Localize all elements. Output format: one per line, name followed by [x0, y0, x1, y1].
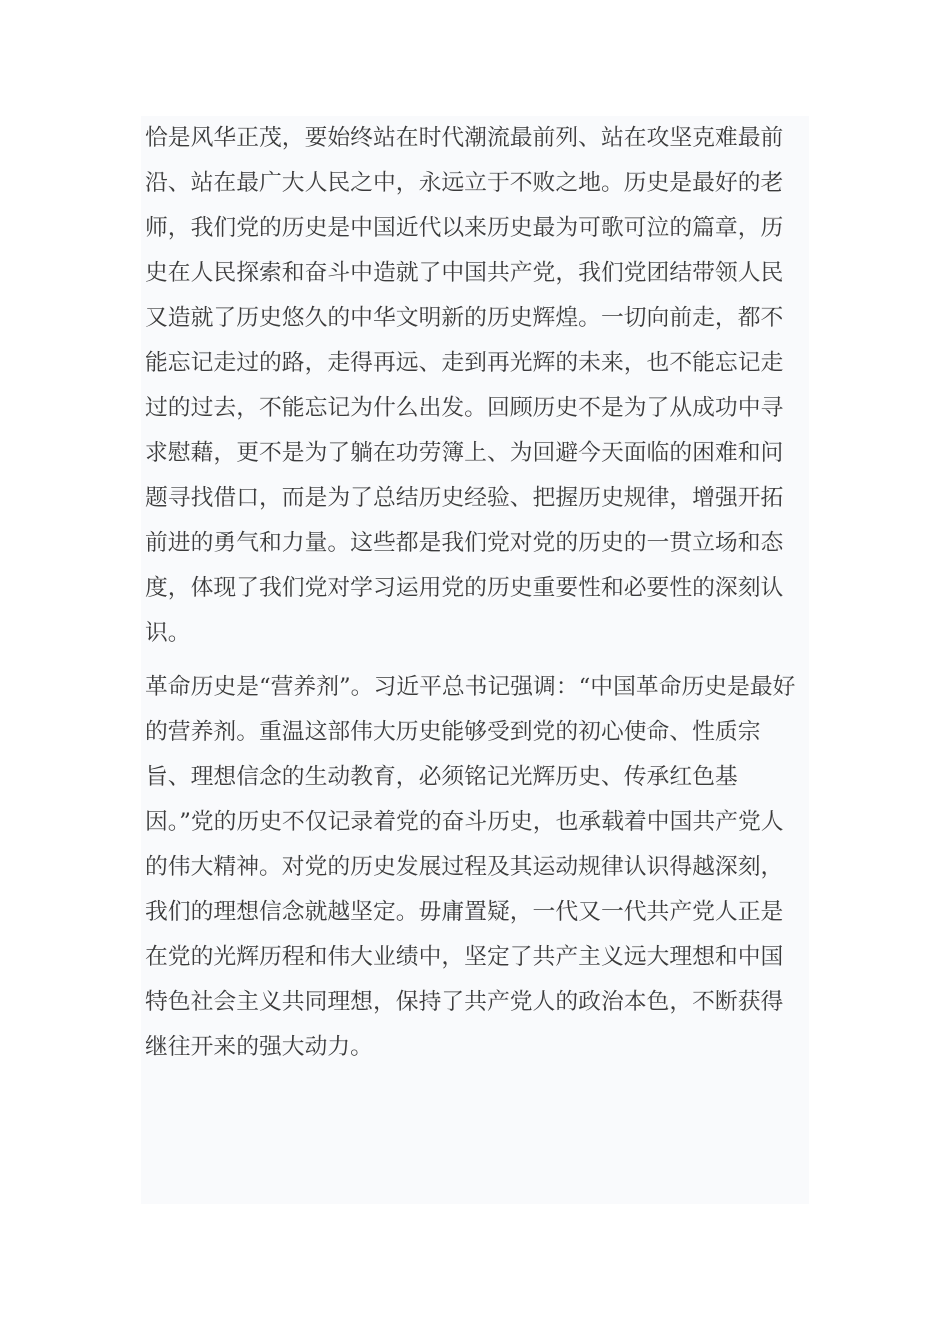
document-content-panel	[141, 116, 809, 1204]
paragraph-1: 恰是风华正茂，要始终站在时代潮流最前列、站在攻坚克难最前沿、站在最广大人民之中，永远立于不败之地。历史是最好的老师，我们党的历史是中国近代以来历史最为可歌可泣的篇章，历史在人民探索和奋斗中造就了中国共产党，我们党团结带领人民又造就了历史悠久的中华文明新的历史辉煌。一切向前走，都不能忘记走过的路，走得再远、走到再光辉的未来，也不能忘记走过的过去，不能忘记为什么出发。回顾历史不是为了从成功中寻求慰藉，更不是为了躺在功劳簿上、为回避今天面临的困难和问题寻找借口，而是为了总结历史经验、把握历史规律，增强开拓前进的勇气和力量。这些都是我们党对党的历史的一贯立场和态度，体现了我们党对学习运用党的历史重要性和必要性的深刻认识。	[145, 125, 784, 646]
paragraph-2: 革命历史是“营养剂”。习近平总书记强调：“中国革命历史是最好的营养剂。重温这部伟大历史能够受到党的初心使命、性质宗旨、理想信念的生动教育，必须铭记光辉历史、传承红色基因。”党的历史不仅记录着党的奋斗历史，也承载着中国共产党人的伟大精神。对党的历史发展过程及其运动规律认识得越深刻，我们的理想信念就越坚定。毋庸置疑，一代又一代共产党人正是在党的光辉历程和伟大业绩中，坚定了共产主义远大理想和中国特色社会主义共同理想，保持了共产党人的政治本色，不断获得继往开来的强大动力。	[145, 674, 796, 1060]
